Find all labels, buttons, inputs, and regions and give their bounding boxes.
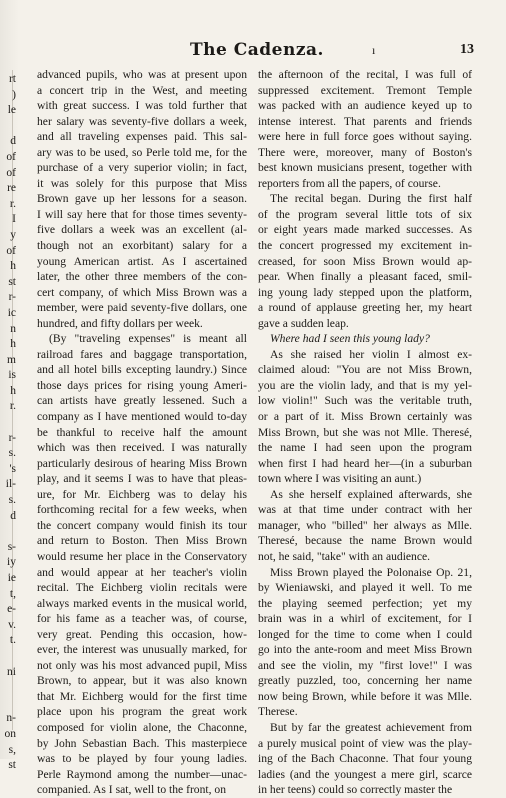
text-line: Brown, to appear, but it was also known — [37, 674, 247, 688]
page-number: 13 — [460, 42, 474, 57]
margin-fragment: d — [10, 509, 16, 522]
margin-fragment: of — [6, 244, 16, 257]
margin-fragment: st — [8, 275, 16, 288]
text-line: ure, for Mr. Eichberg was to delay his — [37, 487, 247, 501]
text-line: be thankful to receive half the amount — [37, 425, 247, 439]
header-mark: ı — [372, 43, 376, 57]
text-line: Brown gave up her lessons for a season. — [37, 192, 247, 206]
text-line: and would appear at her teacher's violin — [37, 565, 247, 579]
text-line: Theresé, because the name Brown would — [258, 534, 472, 548]
margin-fragment: m — [7, 353, 16, 366]
text-line: company as I have mentioned would to-day — [37, 410, 247, 424]
text-line: and all hotel bills excepting laundry.) Since — [37, 363, 247, 377]
text-line: forthcoming recital for a few weeks, when — [37, 503, 247, 517]
text-line: would resume her place in the Conservatory — [37, 549, 247, 563]
margin-fragment: is — [8, 369, 16, 382]
text-line: the afternoon of the recital, I was full of — [258, 68, 472, 81]
text-line: (By "traveling expenses" is meant all — [49, 332, 247, 346]
text-line: ladies (and the youngest a mere girl, scarce — [258, 767, 472, 781]
text-line: very great. Pending this occasion, how- — [37, 627, 247, 641]
margin-fragment: r. — [9, 197, 16, 210]
text-line: advanced pupils, who was at present upon — [37, 68, 247, 81]
text-line: manager, who "billed" her always as Mlle. — [258, 518, 472, 532]
text-line: pear. When finally a pleasant faced, smil- — [258, 270, 472, 284]
text-line: Where had I seen this young lady? — [270, 332, 430, 346]
margin-fragment: d — [10, 135, 16, 148]
text-line: now being Brown, while before it was Mlle. — [258, 689, 472, 703]
margin-fragment: r. — [9, 400, 16, 413]
margin-fragment: h — [10, 260, 16, 273]
text-line: I will say here that for those times seventy- — [37, 207, 247, 221]
text-line: it was solely for this purpose that Miss — [37, 176, 247, 190]
margin-fragment: of — [6, 166, 16, 179]
text-line: five dollars a week was an excellent (al- — [37, 223, 247, 237]
margin-fragment: of — [6, 150, 16, 163]
text-line: and all traveling expenses paid. This sal- — [37, 130, 247, 144]
text-line: the name I had seen upon the program — [258, 441, 472, 455]
running-header — [0, 38, 506, 62]
text-line: town where I was visiting an aunt.) — [258, 472, 422, 486]
text-line: later, the other three members of the con- — [37, 270, 247, 284]
text-line: hundred, and fifty dollars per week. — [37, 316, 203, 330]
text-line: place upon his program the great work — [37, 705, 247, 719]
text-line: But by far the greatest achievement from — [270, 720, 472, 734]
text-line: when first I had heard her—(in a suburban — [258, 456, 472, 470]
margin-fragment: h — [10, 338, 16, 351]
text-line: creased, for soon Miss Brown would ap- — [258, 254, 472, 268]
text-line: best known musicians present, together with — [258, 161, 472, 175]
margin-fragment — [0, 524, 16, 540]
margin-fragment: le — [7, 104, 16, 117]
text-line: or a part of it. Miss Brown certainly was — [258, 410, 472, 424]
margin-fragment: 's — [9, 462, 16, 475]
text-line: was packed with an audience keyed up to — [258, 99, 472, 113]
text-line: As she herself explained afterwards, she — [270, 487, 472, 501]
margin-fragment: il- — [5, 478, 16, 491]
text-line: reporters from all the papers, of course. — [258, 176, 441, 190]
previous-page-fragments — [0, 72, 16, 774]
text-line: the concert company would finish its tour — [37, 518, 247, 532]
text-line: were here in full force goes without saying. — [258, 130, 472, 144]
text-line: the concert progressed my excitement in- — [258, 239, 472, 253]
margin-fragment: ni — [7, 665, 16, 678]
text-line: ever, the interest was unusually marked, for — [37, 643, 247, 657]
text-line: for his fame as a teacher was, of course, — [37, 612, 247, 626]
text-line: can artists have greatly lessened. Such a — [37, 394, 247, 408]
margin-fragment: e- — [7, 603, 16, 616]
text-line: ary was to be used, so Perle told me, for the — [37, 145, 247, 159]
margin-fragment: I — [12, 213, 16, 226]
text-line: and return to Boston. Then Miss Brown — [37, 534, 247, 548]
margin-fragment: s. — [8, 494, 16, 507]
text-line: not only was his most advanced pupil, Miss — [37, 658, 247, 672]
text-line: suppressed excitement. Tremont Temple — [258, 83, 472, 97]
text-line: always marked events in the musical world, — [37, 596, 247, 610]
text-line: in her teens) could so correctly master the — [258, 783, 453, 797]
text-line: railroad fares and baggage transportation, — [37, 347, 247, 361]
text-line: a round of applause greeting her, my heart — [258, 301, 472, 315]
text-line: was at that time under contract with her — [258, 503, 472, 517]
text-line: purchase of a very superior violin; in fact, — [37, 161, 247, 175]
text-line: or eight years made marked successes. As — [258, 223, 472, 237]
journal-title: The Cadenza. — [190, 40, 324, 60]
margin-fragment: r- — [8, 431, 16, 444]
text-line: ing of the Bach Chaconne. That four young — [258, 752, 472, 766]
text-line: the playing seemed perfection; yet my — [258, 596, 472, 610]
margin-fragment: h — [10, 384, 16, 397]
text-line: play, and it seems I was to have that pleas- — [37, 472, 247, 486]
text-line: of the program several little tots of six — [258, 207, 472, 221]
margin-fragment: r- — [8, 291, 16, 304]
text-line: by Wieniawski, and played it well. To me — [258, 581, 472, 595]
text-line: a concert trip in the West, and meeting — [37, 83, 247, 97]
text-line: gave a sudden leap. — [258, 316, 349, 330]
margin-fragment — [0, 119, 16, 135]
text-line: Miss Brown, but she was not Mlle. Theresé, — [258, 425, 472, 439]
margin-fragment: t, — [9, 587, 16, 600]
margin-fragment: ic — [7, 306, 16, 319]
text-line: though not an exorbitant) salary for a — [37, 239, 247, 253]
text-line: Miss Brown played the Polonaise Op. 21, — [270, 565, 472, 579]
margin-fragment: s. — [8, 447, 16, 460]
text-line: not, he said, "take" with an audience. — [258, 549, 431, 563]
left-column — [37, 67, 247, 798]
text-line: her salary was seventy-five dollars a week, — [37, 114, 247, 128]
margin-fragment: re — [7, 182, 16, 195]
text-line: intense interest. That parents and friends — [258, 114, 472, 128]
margin-fragment: s- — [7, 540, 16, 553]
text-line: and see the violin, my "first love!" I was — [258, 658, 472, 672]
text-line: you are the violin lady, and that is my yel- — [258, 378, 472, 392]
margin-fragment: on — [4, 727, 16, 740]
margin-fragment: s, — [8, 743, 16, 756]
margin-fragment — [0, 680, 16, 696]
text-line: by John Sebastian Bach. This masterpiece — [37, 736, 247, 750]
text-line: was to be played by four young ladies. — [37, 752, 247, 766]
margin-fragment: v. — [8, 618, 16, 631]
margin-fragment: st — [8, 759, 16, 772]
text-line: brain was in a whirl of excitement, for I — [258, 612, 472, 626]
margin-fragment: t. — [9, 634, 16, 647]
text-line: with great success. I was told further that — [37, 99, 247, 113]
text-line: which was then received. I was naturally — [37, 441, 247, 455]
margin-fragment: ) — [12, 88, 16, 101]
margin-fragment: y — [10, 228, 16, 241]
text-line: that Mr. Eichberg would for the first time — [37, 689, 247, 703]
text-line: particularly desirous of hearing Miss Brown — [37, 456, 247, 470]
text-line: ing young lady stepped upon the platform, — [258, 285, 472, 299]
margin-fragment: iy — [7, 556, 16, 569]
text-line: those days prices for rising young Ameri- — [37, 378, 247, 392]
text-line: greatly puzzled, too, concerning her name — [258, 674, 472, 688]
text-line: claimed aloud: "You are not Miss Brown, — [258, 363, 472, 377]
margin-fragment: ie — [7, 572, 16, 584]
text-line: longed for the time to come when I could — [258, 627, 472, 641]
margin-fragment: n — [10, 322, 16, 335]
margin-fragment: n- — [6, 712, 16, 725]
text-line: There were, moreover, many of Boston's — [258, 145, 472, 159]
margin-fragment: rt — [8, 73, 16, 85]
text-line: member, were paid seventy-five dollars, one — [37, 301, 247, 315]
text-line: As she raised her violin I almost ex- — [270, 347, 472, 361]
text-line: recital. The Eichberg violin recitals were — [37, 581, 247, 595]
text-line: cert company, of which Miss Brown was a — [37, 285, 247, 299]
margin-fragment — [0, 415, 16, 431]
margin-fragment — [0, 696, 16, 712]
text-line: a purely musical point of view was the play- — [258, 736, 472, 750]
right-column — [258, 67, 472, 798]
text-line: Therese. — [258, 705, 298, 719]
text-line: companied. As I sat, well to the front, on — [37, 783, 227, 797]
text-line: low violin!" Such was the veritable truth, — [258, 394, 472, 408]
text-line: The recital began. During the first half — [270, 192, 472, 206]
text-line: go into the ante-room and meet Miss Brown — [258, 643, 472, 657]
text-line: young American artist. As I ascertained — [37, 254, 247, 268]
text-line: Perle Raymond among the number—unac- — [37, 767, 247, 781]
margin-fragment — [0, 649, 16, 665]
text-line: composed for violin alone, the Chaconne, — [37, 720, 247, 734]
